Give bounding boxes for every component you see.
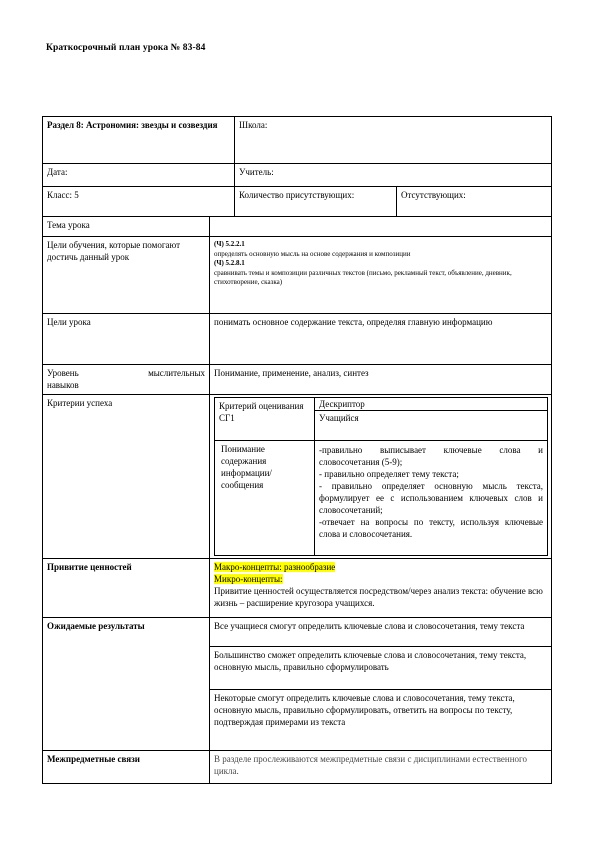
expected-most-cell	[209, 646, 552, 690]
topic-value-cell	[209, 216, 552, 237]
macro-concepts-text: Макро-концепты: разнообразие	[214, 562, 336, 572]
success-criteria-label: Критерии успеха	[47, 398, 113, 408]
class-cell	[42, 186, 235, 217]
expected-most-text: Большинство сможет определить ключевые слова и словосочетания, тему текста, основную мысль, правильно сформулировать	[214, 650, 527, 672]
teacher-label: Учитель:	[239, 167, 274, 177]
learning-goal-text: сравнивать темы и композиции различных текстов (письмо, рекламный текст, объявление, дневник, стихотворение, сказка)	[214, 268, 512, 286]
absent-label: Отсутствующих:	[401, 190, 466, 200]
descriptor-item: - правильно определяет тему текста;	[319, 469, 459, 479]
expected-some-cell	[209, 689, 552, 751]
interdisciplinary-text: В разделе прослеживаются межпредметные связи с дисциплинами естественного цикла.	[214, 754, 528, 776]
learning-goal-text: определять основную мысль на основе содержания и композиции	[214, 249, 411, 258]
section-label: Раздел 8: Астрономия: звезды и созвездия	[47, 120, 218, 130]
school-label: Школа:	[239, 120, 268, 130]
values-cell	[42, 558, 210, 618]
expected-results-cell	[42, 617, 210, 751]
expected-all-cell	[209, 617, 552, 647]
lesson-goals-content	[209, 313, 552, 365]
criteria-header-criterion-text: Критерий оценивания СГ1	[219, 401, 304, 423]
date-label: Дата:	[47, 167, 68, 177]
values-label: Привитие ценностей	[47, 562, 132, 572]
lesson-goals-text: понимать основное содержание текста, определяя главную информацию	[214, 317, 493, 327]
interdisciplinary-cell	[42, 750, 210, 784]
criteria-descriptors-cell	[314, 440, 548, 556]
class-label: Класс: 5	[47, 190, 79, 200]
criteria-header-student	[314, 410, 548, 441]
thinking-level-label: мыслительных	[148, 368, 205, 378]
thinking-level-label: Уровень	[47, 368, 79, 378]
values-text: Привитие ценностей осуществляется посредством/через анализ текста: обучение всю жизнь – расширение кругозора учащихся.	[214, 586, 543, 608]
thinking-level-label: навыков	[47, 380, 79, 390]
criteria-header-criterion	[214, 397, 315, 441]
criteria-criterion-cell	[214, 440, 315, 556]
criteria-header-descriptor	[314, 397, 548, 411]
interdisciplinary-content	[209, 750, 552, 784]
descriptor-item: -правильно выписывает ключевые слова и словосочетания (5-9);	[319, 445, 543, 467]
school-cell	[234, 116, 552, 164]
micro-concepts-text: Микро-концепты:	[214, 574, 283, 584]
section-cell	[42, 116, 235, 164]
descriptor-item: - правильно определяет основную мысль текста, формулирует ее с использованием ключевых слов и словосочетаний;	[319, 481, 543, 515]
topic-cell	[42, 216, 210, 237]
criteria-header-descriptor-text: Дескриптор	[319, 399, 365, 409]
descriptor-item: -отвечает на вопросы по тексту, используя ключевые слова и словосочетания.	[319, 517, 543, 539]
values-content	[209, 558, 552, 618]
thinking-level-text: Понимание, применение, анализ, синтез	[214, 368, 369, 378]
learning-goal-code: (Ч) 5.2.2.1	[214, 240, 245, 248]
criteria-header-student-text: Учащийся	[319, 413, 359, 423]
lesson-goals-cell	[42, 313, 210, 365]
lesson-goals-label: Цели урока	[47, 317, 91, 327]
date-cell	[42, 163, 235, 187]
thinking-level-content	[209, 364, 552, 395]
expected-some-text: Некоторые смогут определить ключевые слова и словосочетания, тему текста, основную мысль, правильно сформулировать, ответить на вопросы по тексту, подтверждая примерами из текста	[214, 693, 515, 727]
learning-goals-label: Цели обучения, которые помогают достичь данный урок	[47, 240, 181, 262]
learning-goals-cell	[42, 236, 210, 314]
topic-label: Тема урока	[47, 220, 90, 230]
expected-results-label: Ожидаемые результаты	[47, 621, 145, 631]
success-criteria-cell	[42, 394, 210, 559]
criteria-criterion-text: Понимание содержания информации/ сообщения	[221, 444, 272, 490]
page-title: Краткосрочный план урока № 83-84	[46, 43, 206, 53]
thinking-level-cell	[42, 364, 210, 395]
teacher-cell	[234, 163, 552, 187]
learning-goal-code: (Ч) 5.2.8.1	[214, 259, 245, 267]
interdisciplinary-label: Межпредметные связи	[47, 754, 140, 764]
learning-goals-content	[209, 236, 552, 314]
present-label: Количество присутствующих:	[239, 190, 355, 200]
absent-cell	[396, 186, 552, 217]
present-cell	[234, 186, 397, 217]
expected-all-text: Все учащиеся смогут определить ключевые слова и словосочетания, тему текста	[214, 621, 525, 631]
